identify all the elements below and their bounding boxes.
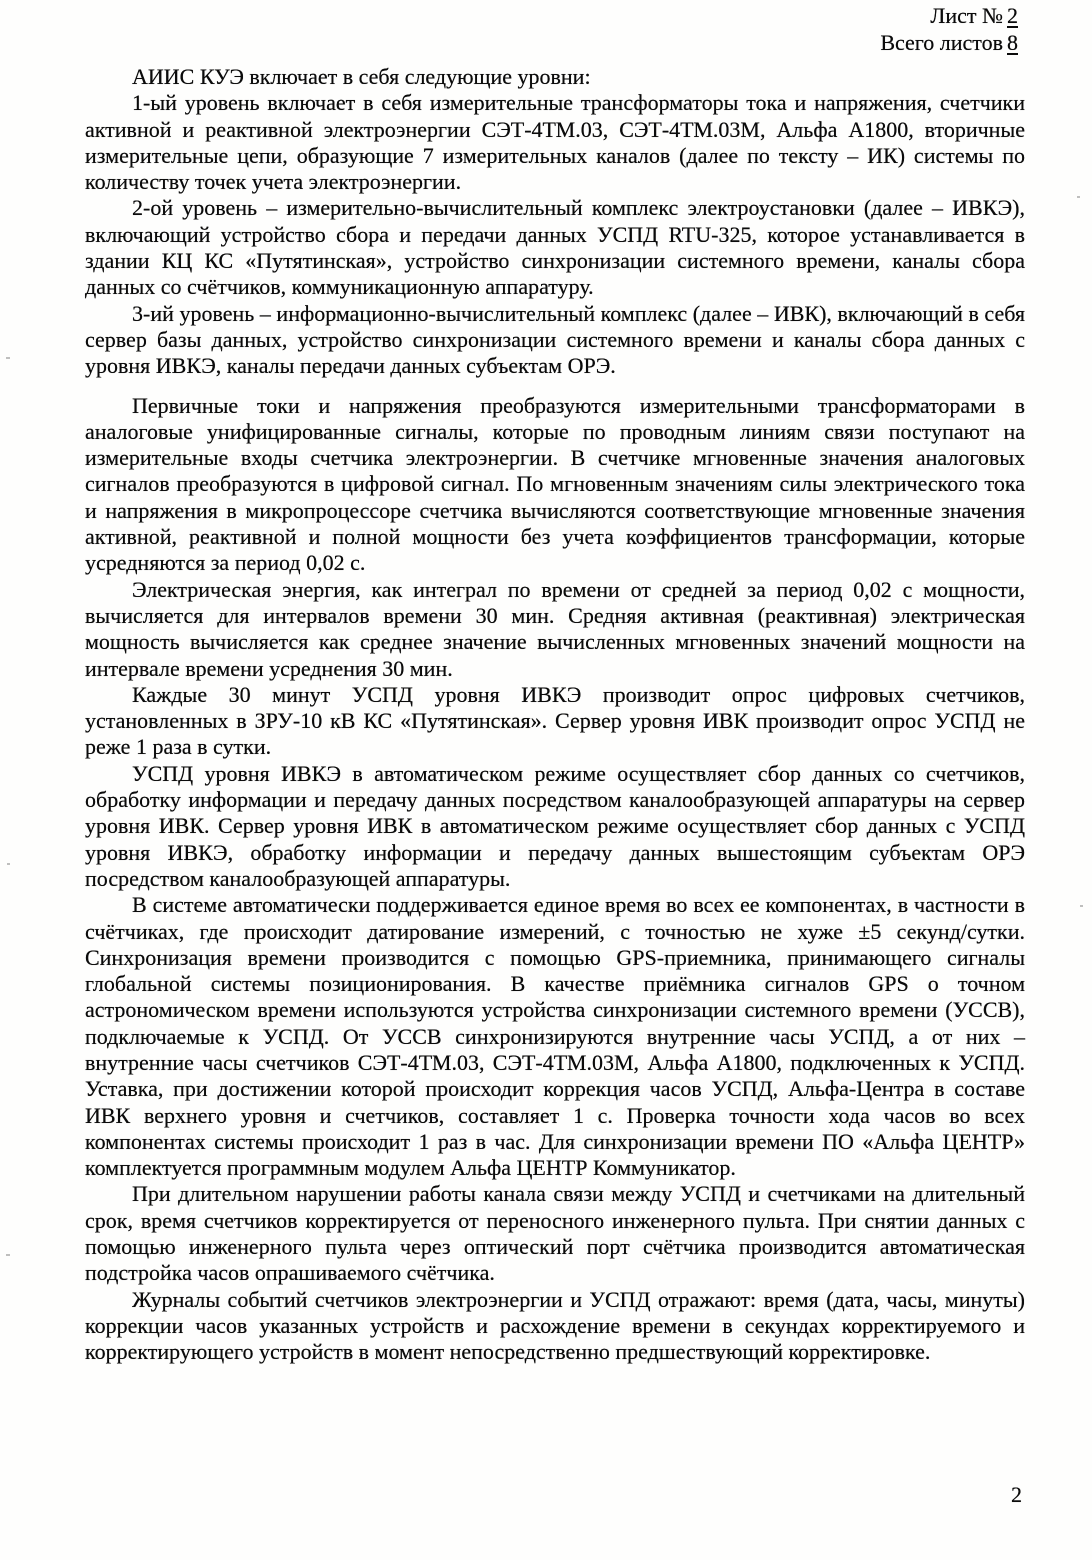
page-number: 2: [1011, 1482, 1022, 1507]
sheet-number: 2: [1007, 3, 1018, 28]
paragraph-signal-conversion: Первичные токи и напряжения преобразуются измерительными трансформаторами в аналоговые унифицированные сигналы, которые по проводным линиям связи поступают на измерительные входы счетчика электроэнергии. В счетчике мгновенные значения аналоговых сигналов преобразуются в цифровой сигнал. По мгновенным значениям силы электрического тока и напряжения в микропроцессоре счетчика вычисляются соответствующие мгновенные значения активной, реактивной и полной мощности без учета коэффициентов трансформации, которые усредняются за период 0,02 с.: [85, 392, 1025, 576]
sheet-label: Лист №: [930, 3, 1003, 28]
paragraph-event-logs: Журналы событий счетчиков электроэнергии и УСПД отражают: время (дата, часы, минуты) коррекции часов указанных устройств и расхождение времени в секундах корректируемого и корректирующего устройств в момент непосредственно предшествующий корректировке.: [85, 1286, 1025, 1365]
scan-speckle: [7, 863, 10, 865]
document-text: [85, 64, 1025, 1366]
paragraph-level-1: 1-ый уровень включает в себя измерительные трансформаторы тока и напряжения, счетчики активной и реактивной электроэнергии СЭТ-4ТМ.03, СЭТ-4ТМ.03М, Альфа А1800, вторичные измерительные цепи, образующие 7 измерительных каналов (далее по тексту – ИК) системы по количеству точек учета электроэнергии.: [85, 90, 1025, 195]
sheet-number-line: [880, 2, 1018, 29]
scan-speckle: [6, 1254, 10, 1256]
total-sheets-number: 8: [1007, 30, 1018, 55]
total-sheets-label: Всего листов: [880, 30, 1003, 55]
paragraph-level-2: 2-ой уровень – измерительно-вычислительный комплекс электроустановки (далее – ИВКЭ), включающий устройство сбора и передачи данных УСПД RTU-325, которое устанавливается в здании КЦ КС «Путятинская», устройство синхронизации системного времени, каналы сбора данных со счётчиков, коммуникационную аппаратуру.: [85, 195, 1025, 300]
sheet-info-header: [880, 2, 1018, 56]
paragraph-channel-failure: При длительном нарушении работы канала связи между УСПД и счетчиками на длительный срок, время счетчиков корректируется от переносного инженерного пульта. При снятии данных с помощью инженерного пульта через оптический порт счётчика производится автоматическая подстройка часов опрашиваемого счётчика.: [85, 1181, 1025, 1286]
paragraph-polling-interval: Каждые 30 минут УСПД уровня ИВКЭ производит опрос цифровых счетчиков, установленных в ЗРУ-10 кВ КС «Путятинская». Сервер уровня ИВК производит опрос УСПД не реже 1 раза в сутки.: [85, 681, 1025, 760]
total-sheets-line: [880, 29, 1018, 56]
paragraph-energy-calculation: Электрическая энергия, как интеграл по времени от средней за период 0,02 с мощности, вычисляется для интервалов времени 30 мин. Средняя активная (реактивная) электрическая мощность вычисляется как среднее значение вычисленных мгновенных значений мощности на интервале времени усреднения 30 мин.: [85, 576, 1025, 681]
paragraph-levels-intro: АИИС КУЭ включает в себя следующие уровни:: [132, 64, 591, 89]
paragraph-level-3: 3-ий уровень – информационно-вычислительный комплекс (далее – ИВК), включающий в себя сервер базы данных, устройство синхронизации системного времени и каналы сбора данных с уровня ИВКЭ, каналы передачи данных субъектам ОРЭ.: [85, 300, 1025, 379]
paragraph-time-synchronization: В системе автоматически поддерживается единое время во всех ее компонентах, в частности в счётчиках, где происходит датирование измерений, с точностью не хуже ±5 секунд/сутки. Синхронизация времени производится с помощью GPS-приемника, принимающего сигналы глобальной системы позиционирования. В качестве приёмника сигналов GPS о точном астрономическом времени используются устройства синхронизации системного времени (УССВ), подключаемые к УСПД. От УССВ синхронизируются внутренние часы УСПД, а от них – внутренние часы счетчиков СЭТ-4ТМ.03, СЭТ-4ТМ.03М, Альфа А1800, подключенных к УСПД. Уставка, при достижении которой происходит коррекция часов УСПД, Альфа-Центра в составе ИВК верхнего уровня и счетчиков, составляет 1 с. Проверка точности хода часов во всех компонентах системы происходит 1 раз в час. Для синхронизации времени ПО «Альфа ЦЕНТР» комплектуется программным модулем Альфа ЦЕНТР Коммуникатор.: [85, 892, 1025, 1181]
scan-speckle: [1077, 196, 1080, 198]
scan-speckle: [6, 357, 10, 359]
paragraph-data-collection: УСПД уровня ИВКЭ в автоматическом режиме осуществляет сбор данных со счетчиков, обработку информации и передачу данных посредством каналообразующей аппаратуры на сервер уровня ИВК. Сервер уровня ИВК в автоматическом режиме осуществляет сбор данных с УСПД уровня ИВКЭ, обработку информации и передачу данных вышестоящим субъектам ОРЭ посредством каналообразующей аппаратуры.: [85, 760, 1025, 891]
scan-speckle: [1080, 905, 1083, 907]
